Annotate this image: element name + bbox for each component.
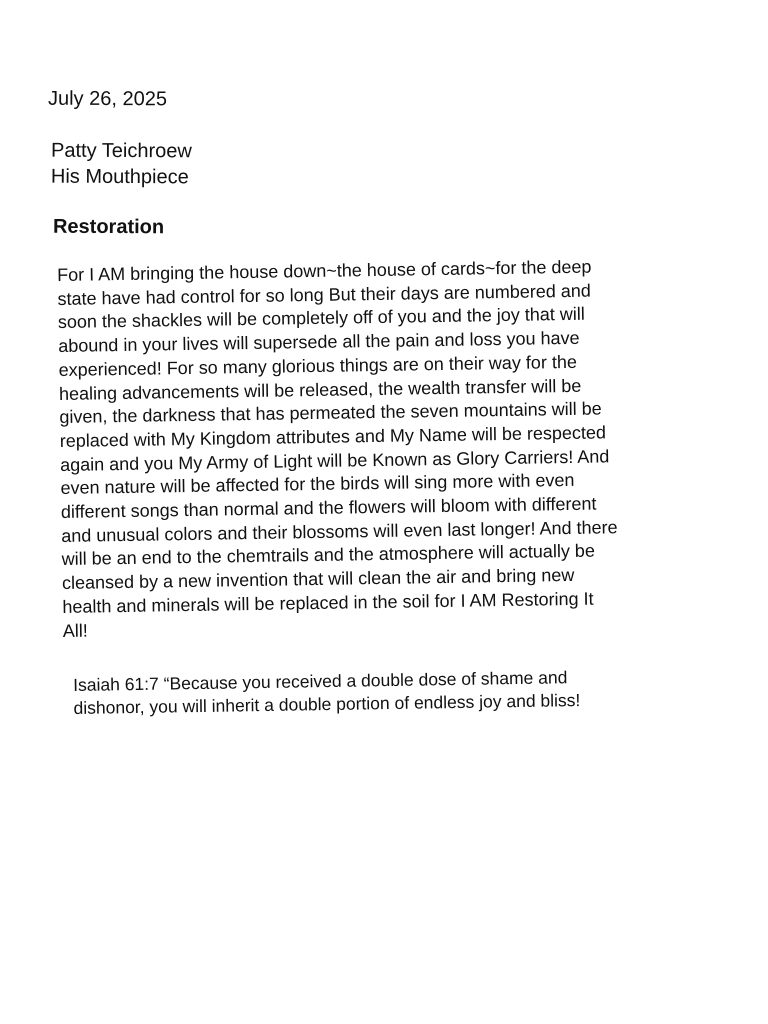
author-block: [51, 138, 192, 191]
body-line: and unusual colors and their blossoms will even last longer! And there: [61, 516, 618, 546]
author-name: Patty Teichroew: [51, 139, 192, 163]
body-line: again and you My Army of Light will be Known as Glory Carriers! And: [59, 445, 610, 475]
body-line: abound in your lives will supersede all the pain and loss you have: [58, 327, 580, 357]
body-line: will be an end to the chemtrails and the atmosphere will actually be: [61, 541, 596, 570]
body-line: different songs than normal and the flowers will bloom with different: [60, 493, 597, 522]
body-line: experienced! For so many glorious things are on their way for the: [58, 351, 578, 380]
body-line: All!: [62, 620, 88, 641]
body-line: state have had control for so long But their days are numbered and: [57, 280, 591, 309]
author-subtitle: His Mouthpiece: [50, 165, 189, 189]
body-line: healing advancements will be released, the wealth transfer will be: [58, 375, 582, 404]
scripture-line: Isaiah 61:7 “Because you received a double dose of shame and: [73, 667, 568, 695]
scripture-quote: [73, 663, 754, 720]
letter-body: [57, 253, 763, 643]
body-line: replaced with My Kingdom attributes and My Name will be respected: [59, 422, 607, 451]
body-line: For I AM bringing the house down~the house of cards~for the deep: [57, 256, 592, 285]
body-line: health and minerals will be replaced in the soil for I AM Restoring It: [62, 588, 594, 617]
body-line: even nature will be affected for the birds will sing more with even: [60, 470, 575, 499]
body-line: given, the darkness that has permeated the seven mountains will be: [59, 398, 602, 428]
letter-date: July 26, 2025: [47, 87, 168, 111]
body-line: soon the shackles will be completely off of you and the joy that will: [57, 304, 585, 333]
letter-title: Restoration: [52, 215, 165, 239]
body-line: cleansed by a new invention that will clean the air and bring new: [61, 565, 575, 594]
scripture-line: dishonor, you will inherit a double portion of endless joy and bliss!: [73, 690, 581, 718]
